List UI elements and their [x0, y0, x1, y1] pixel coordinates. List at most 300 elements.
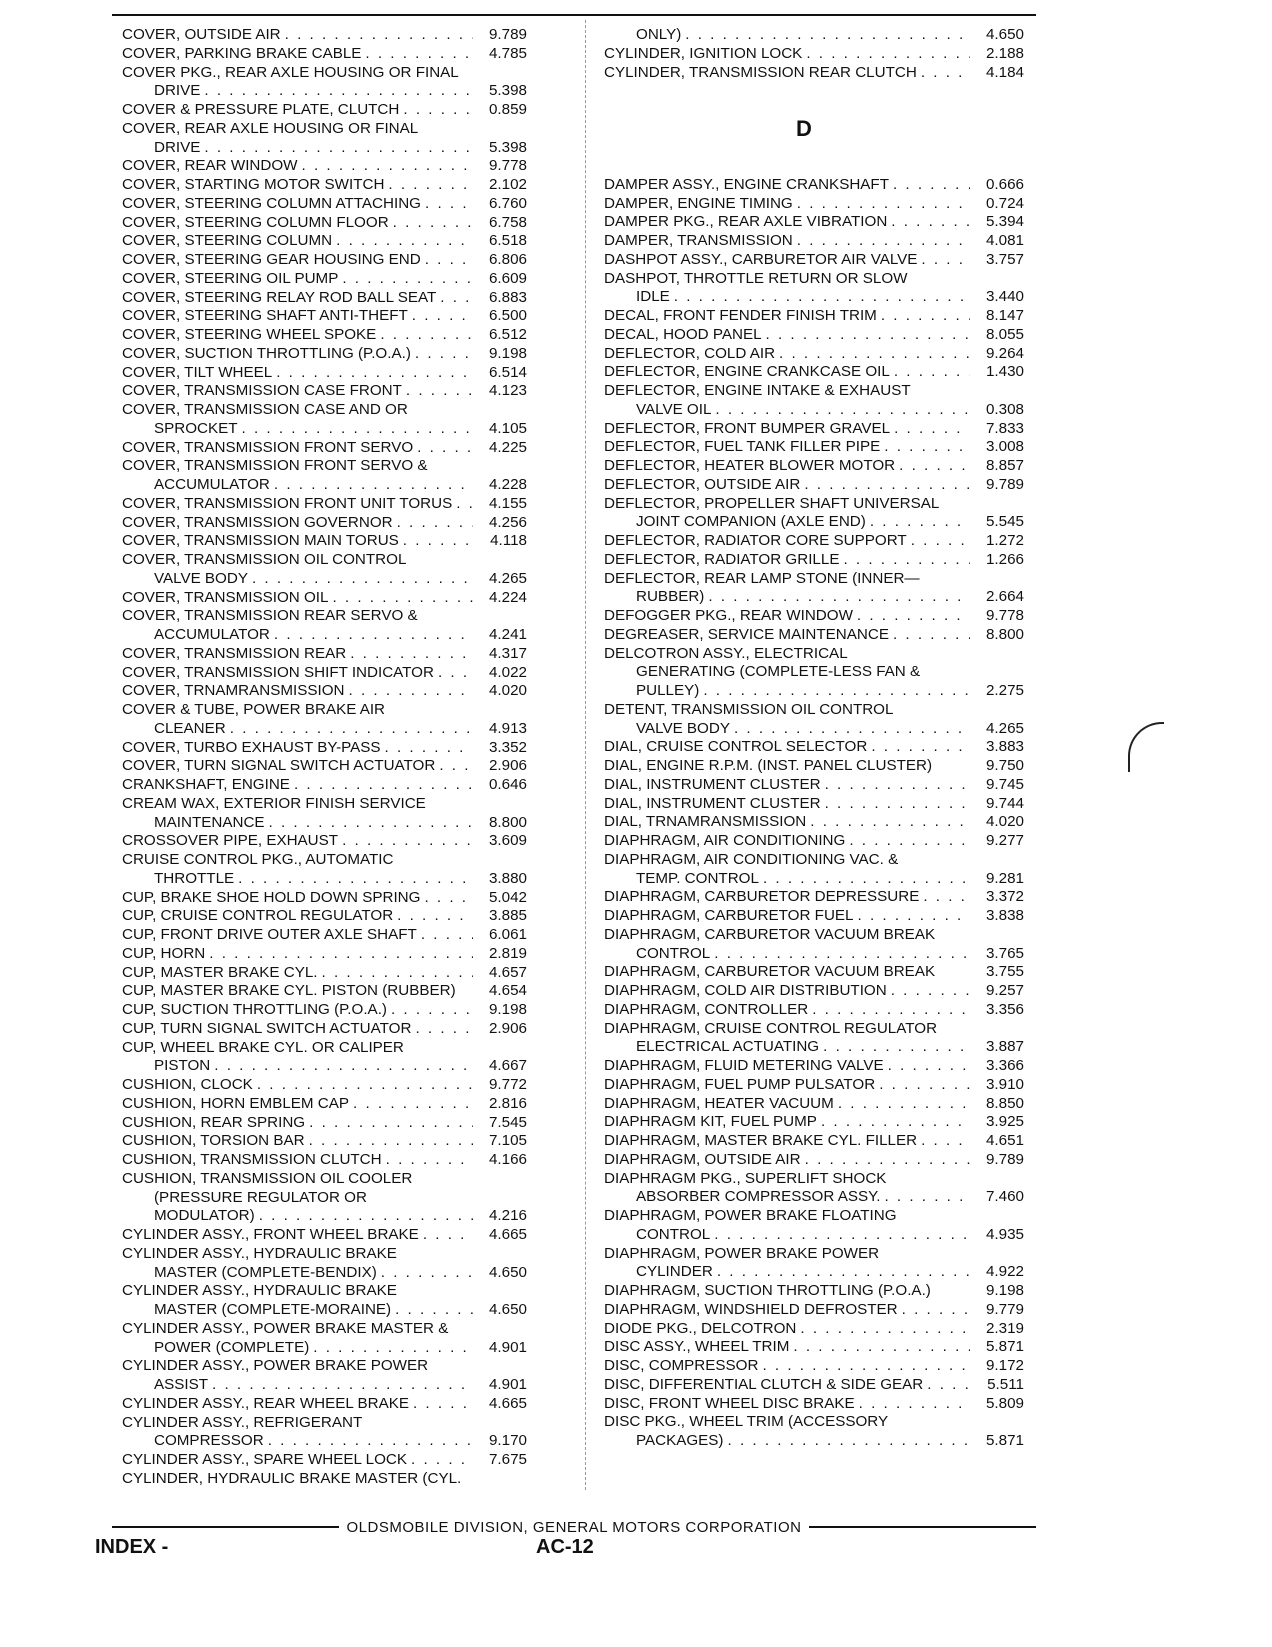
entry-label: JOINT COMPANION (AXLE END): [636, 513, 866, 531]
entry-page-ref: 0.308: [985, 400, 1024, 418]
entry-page-ref: 5.545: [985, 513, 1024, 531]
leader-dots: [322, 964, 473, 983]
entry-label: DECAL, FRONT FENDER FINISH TRIM: [604, 307, 877, 324]
leader-dots: [800, 1320, 970, 1339]
leader-dots: [902, 1301, 970, 1320]
index-entry: [604, 682, 1024, 701]
leader-dots: [411, 1451, 473, 1470]
index-entry: [122, 64, 527, 83]
index-entry: [122, 176, 527, 195]
entry-page-ref: 9.772: [488, 1076, 527, 1093]
index-entry: [122, 607, 527, 626]
entry-label: DEFLECTOR, ENGINE CRANKCASE OIL: [604, 363, 890, 381]
leader-dots: [879, 1076, 970, 1095]
entry-page-ref: 0.859: [488, 101, 527, 118]
leader-dots: [438, 664, 473, 683]
page-number: AC-12: [536, 1536, 594, 1558]
leader-dots: [715, 401, 970, 420]
index-entry: [122, 851, 527, 870]
leader-dots: [415, 1020, 473, 1039]
entry-label: CYLINDER ASSY., HYDRAULIC BRAKE: [122, 1244, 397, 1262]
index-entry: [604, 1432, 1024, 1451]
entry-page-ref: 4.020: [985, 813, 1024, 831]
leader-dots: [393, 214, 473, 233]
entry-page-ref: 5.042: [488, 888, 527, 906]
index-entry: [604, 532, 1024, 551]
index-entry: [122, 870, 527, 889]
entry-label: CYLINDER ASSY., HYDRAULIC BRAKE: [122, 1282, 397, 1300]
index-entry: [122, 907, 527, 926]
entry-page-ref: 4.241: [488, 626, 527, 643]
entry-label: CUP, CRUISE CONTROL REGULATOR: [122, 907, 394, 925]
leader-dots: [921, 1132, 970, 1151]
index-entry: [122, 439, 527, 458]
entry-label: POWER (COMPLETE): [154, 1338, 310, 1356]
entry-label: COVER, TRANSMISSION GOVERNOR: [122, 513, 393, 531]
index-entry: [604, 888, 1024, 907]
entry-label: CYLINDER, IGNITION LOCK: [604, 44, 803, 62]
index-entry: [604, 345, 1024, 364]
index-entry: [604, 1245, 1024, 1264]
leader-dots: [797, 232, 970, 251]
entry-label: DIAL, ENGINE R.P.M. (INST. PANEL CLUSTER): [604, 757, 933, 774]
entry-page-ref: 4.105: [488, 419, 527, 437]
entry-label: CUP, MASTER BRAKE CYL. PISTON (RUBBER): [122, 982, 456, 1000]
entry-page-ref: 7.675: [488, 1451, 527, 1468]
entry-label: ASSIST: [154, 1376, 209, 1393]
index-entry: [604, 738, 1024, 757]
entry-label: GENERATING (COMPLETE-LESS FAN &: [636, 663, 921, 681]
index-entry: [604, 1338, 1024, 1357]
entry-label: CUP, WHEEL BRAKE CYL. OR CALIPER: [122, 1038, 404, 1056]
top-rule: [112, 14, 1036, 16]
index-entry: [604, 813, 1024, 832]
entry-label: DIAPHRAGM, POWER BRAKE POWER: [604, 1244, 880, 1262]
index-entry: [122, 1095, 527, 1114]
entry-label: DEFLECTOR, HEATER BLOWER MOTOR: [604, 457, 896, 474]
entry-label: PACKAGES): [636, 1432, 724, 1449]
leader-dots: [921, 251, 970, 270]
entry-page-ref: 9.172: [985, 1357, 1024, 1374]
leader-dots: [894, 420, 970, 439]
entry-label: CUSHION, TRANSMISSION OIL COOLER: [122, 1169, 413, 1187]
entry-label: DAMPER ASSY., ENGINE CRANKSHAFT: [604, 175, 889, 193]
entry-label: COVER, TURBO EXHAUST BY-PASS: [122, 738, 381, 756]
entry-page-ref: 4.665: [488, 1226, 527, 1243]
entry-page-ref: 3.366: [985, 1057, 1024, 1074]
entry-label: DIAPHRAGM, CRUISE CONTROL REGULATOR: [604, 1019, 938, 1037]
index-entry: [122, 1207, 527, 1226]
leader-dots: [212, 1376, 473, 1395]
index-entry: [122, 214, 527, 233]
entry-label: CYLINDER ASSY., POWER BRAKE POWER: [122, 1357, 429, 1375]
index-entry: [122, 1376, 527, 1395]
index-entry: [122, 1414, 527, 1433]
entry-label: RUBBER): [636, 588, 705, 606]
index-entry: [122, 1264, 527, 1283]
leader-dots: [439, 757, 473, 776]
leader-dots: [766, 326, 970, 345]
entry-label: DIAPHRAGM, MASTER BRAKE CYL. FILLER: [604, 1132, 918, 1149]
index-entry: [604, 513, 1024, 532]
entry-label: DIAPHRAGM, CONTROLLER: [604, 1000, 809, 1018]
index-entry: [122, 664, 527, 683]
index-entry: [604, 1095, 1024, 1114]
leader-dots: [843, 551, 970, 570]
entry-page-ref: 4.913: [488, 719, 527, 737]
entry-page-ref: 7.833: [985, 419, 1024, 437]
entry-label: CYLINDER ASSY., SPARE WHEEL LOCK: [122, 1451, 407, 1468]
index-entry: [122, 1170, 527, 1189]
index-entry: [604, 1057, 1024, 1076]
entry-label: COVER, PARKING BRAKE CABLE: [122, 44, 362, 62]
leader-dots: [342, 832, 473, 851]
leader-dots: [425, 251, 473, 270]
entry-label: COVER, TRANSMISSION OIL: [122, 588, 329, 606]
entry-label: DEFOGGER PKG., REAR WINDOW: [604, 607, 853, 624]
entry-page-ref: 9.778: [488, 157, 527, 175]
entry-page-ref: 3.925: [985, 1113, 1024, 1131]
entry-label: DEFLECTOR, ENGINE INTAKE & EXHAUST: [604, 382, 911, 399]
entry-page-ref: 4.785: [488, 44, 527, 62]
entry-page-ref: 3.885: [488, 907, 527, 925]
leader-dots: [391, 1001, 473, 1020]
entry-label: DAMPER PKG., REAR AXLE VIBRATION: [604, 213, 888, 231]
leader-dots: [412, 307, 473, 326]
entry-label: CUSHION, TORSION BAR: [122, 1132, 305, 1150]
index-entry: [122, 589, 527, 608]
entry-label: ACCUMULATOR: [154, 476, 270, 493]
entry-label: CUSHION, HORN EMBLEM CAP: [122, 1094, 349, 1112]
entry-page-ref: 0.724: [985, 194, 1024, 212]
leader-dots: [921, 64, 970, 83]
leader-dots: [793, 1338, 970, 1357]
leader-dots: [257, 1076, 473, 1095]
leader-dots: [395, 1301, 473, 1320]
entry-page-ref: 5.511: [987, 1375, 1024, 1393]
entry-label: DIAPHRAGM, AIR CONDITIONING: [604, 832, 846, 849]
index-entry: [122, 232, 527, 251]
leader-dots: [823, 1038, 970, 1057]
leader-dots: [204, 82, 473, 101]
leader-dots: [734, 720, 970, 739]
entry-page-ref: 4.901: [488, 1376, 527, 1393]
index-entry: [604, 1413, 1024, 1432]
entry-page-ref: 3.755: [985, 963, 1024, 981]
entry-page-ref: 9.257: [985, 982, 1024, 999]
entry-label: CYLINDER ASSY., REFRIGERANT: [122, 1413, 363, 1431]
entry-label: DEFLECTOR, FUEL TANK FILLER PIPE: [604, 438, 881, 456]
entry-page-ref: 6.061: [488, 926, 527, 943]
index-entry: [122, 1076, 527, 1095]
entry-label: DIAPHRAGM, AIR CONDITIONING VAC. &: [604, 850, 899, 868]
leader-dots: [884, 438, 970, 457]
entry-page-ref: 6.758: [488, 213, 527, 231]
entry-label: CUP, TURN SIGNAL SWITCH ACTUATOR: [122, 1019, 412, 1037]
index-entry: [604, 963, 1024, 982]
leader-dots: [268, 1432, 473, 1451]
leader-dots: [858, 907, 970, 926]
entry-page-ref: 2.319: [985, 1319, 1024, 1337]
leader-dots: [230, 720, 473, 739]
index-entry: [604, 251, 1024, 270]
entry-label: PISTON: [154, 1057, 211, 1075]
entry-page-ref: 4.665: [488, 1394, 527, 1412]
leader-dots: [423, 1226, 473, 1245]
index-entry: [604, 982, 1024, 1001]
entry-label: COVER & PRESSURE PLATE, CLUTCH: [122, 101, 400, 118]
entry-page-ref: 4.935: [985, 1225, 1024, 1243]
index-entry: [122, 795, 527, 814]
entry-page-ref: 4.901: [488, 1338, 527, 1356]
leader-dots: [403, 532, 473, 551]
entry-page-ref: 4.224: [488, 588, 527, 606]
leader-dots: [805, 1151, 970, 1170]
entry-label: DECAL, HOOD PANEL: [604, 325, 762, 343]
entry-page-ref: 2.816: [488, 1094, 527, 1112]
entry-page-ref: 5.871: [985, 1338, 1024, 1356]
entry-label: COVER, TRANSMISSION FRONT SERVO: [122, 438, 414, 456]
index-entry: [122, 982, 527, 1001]
entry-label: DIAPHRAGM, CARBURETOR DEPRESSURE: [604, 888, 920, 906]
entry-page-ref: 3.880: [488, 869, 527, 887]
entry-label: COVER & TUBE, POWER BRAKE AIR: [122, 701, 386, 718]
entry-page-ref: 4.650: [488, 1263, 527, 1281]
entry-label: COMPRESSOR: [154, 1432, 264, 1450]
entry-label: COVER, STEERING COLUMN: [122, 232, 333, 250]
entry-page-ref: 4.118: [490, 532, 527, 550]
entry-label: VALVE BODY: [154, 569, 248, 587]
entry-page-ref: 4.265: [985, 719, 1024, 737]
entry-page-ref: 2.188: [985, 44, 1024, 62]
entry-label: CRUISE CONTROL PKG., AUTOMATIC: [122, 851, 394, 868]
index-entry: [122, 326, 527, 345]
index-entry: [122, 889, 527, 908]
entry-page-ref: 4.265: [488, 569, 527, 587]
entry-label: DEFLECTOR, OUTSIDE AIR: [604, 475, 801, 493]
entry-label: DISC PKG., WHEEL TRIM (ACCESSORY: [604, 1413, 889, 1431]
leader-dots: [911, 532, 970, 551]
entry-label: PULLEY): [636, 682, 700, 699]
entry-label: DASHPOT, THROTTLE RETURN OR SLOW: [604, 269, 908, 287]
entry-label: CYLINDER ASSY., FRONT WHEEL BRAKE: [122, 1226, 419, 1243]
entry-page-ref: 0.666: [985, 175, 1024, 193]
entry-label: MASTER (COMPLETE-MORAINE): [154, 1301, 392, 1318]
index-entry: [122, 1301, 527, 1320]
index-entry: [122, 832, 527, 851]
entry-page-ref: 7.105: [488, 1132, 527, 1150]
entry-label: COVER, STEERING RELAY ROD BALL SEAT: [122, 288, 437, 306]
entry-label: DIAPHRAGM, COLD AIR DISTRIBUTION: [604, 982, 887, 999]
entry-label: DEFLECTOR, RADIATOR GRILLE: [604, 550, 840, 568]
entry-label: COVER PKG., REAR AXLE HOUSING OR FINAL: [122, 63, 459, 81]
index-entry: [604, 645, 1024, 664]
leader-dots: [406, 382, 473, 401]
entry-page-ref: 4.650: [985, 26, 1024, 43]
leader-dots: [899, 457, 970, 476]
index-entry: [122, 157, 527, 176]
entry-label: CUP, BRAKE SHOE HOLD DOWN SPRING: [122, 888, 421, 906]
entry-page-ref: 4.020: [488, 682, 527, 700]
entry-label: MODULATOR): [154, 1207, 255, 1225]
entry-label: CLEANER: [154, 719, 226, 737]
index-entry: [122, 1226, 527, 1245]
leader-dots: [403, 101, 473, 120]
entry-page-ref: 6.609: [488, 269, 527, 287]
leader-dots: [825, 776, 970, 795]
index-entry: [122, 1020, 527, 1039]
index-entry: [604, 1320, 1024, 1339]
entry-page-ref: 9.198: [985, 1282, 1024, 1299]
entry-page-ref: 8.800: [488, 813, 527, 831]
entry-label: VALVE OIL: [636, 400, 712, 418]
entry-page-ref: 3.887: [985, 1038, 1024, 1056]
leader-dots: [252, 570, 473, 589]
entry-page-ref: 1.266: [985, 550, 1024, 568]
leader-dots: [859, 1395, 970, 1414]
entry-page-ref: 9.198: [488, 344, 527, 362]
entry-page-ref: 9.789: [985, 475, 1024, 493]
corporation-name: OLDSMOBILE DIVISION, GENERAL MOTORS CORPORATION: [346, 1518, 802, 1536]
entry-label: COVER, STARTING MOTOR SWITCH: [122, 176, 385, 193]
index-entry: [122, 1001, 527, 1020]
index-entry: [604, 270, 1024, 289]
entry-label: DISC ASSY., WHEEL TRIM: [604, 1338, 790, 1356]
entry-page-ref: 6.512: [488, 326, 527, 343]
leader-dots: [381, 1264, 473, 1283]
index-entry: [122, 701, 527, 720]
entry-label: DIAPHRAGM, CARBURETOR FUEL: [604, 907, 854, 924]
index-entry: [604, 701, 1024, 720]
entry-page-ref: 9.778: [985, 607, 1024, 624]
index-entry: [604, 401, 1024, 420]
index-entry: [122, 1132, 527, 1151]
leader-dots: [285, 26, 473, 45]
index-entry: [122, 457, 527, 476]
entry-page-ref: 7.545: [488, 1113, 527, 1131]
column-divider: [585, 20, 586, 1490]
index-entry: [604, 382, 1024, 401]
index-entry: [604, 870, 1024, 889]
entry-label: COVER, TRANSMISSION REAR: [122, 644, 347, 662]
entry-label: CONTROL: [636, 1225, 711, 1243]
entry-label: CUP, FRONT DRIVE OUTER AXLE SHAFT: [122, 926, 417, 943]
leader-dots: [309, 1132, 473, 1151]
index-entry: [604, 438, 1024, 457]
index-entry: [604, 776, 1024, 795]
entry-page-ref: 4.228: [488, 476, 527, 493]
entry-page-ref: 9.779: [985, 1300, 1024, 1318]
entry-label: DIAL, INSTRUMENT CLUSTER: [604, 794, 821, 812]
entry-label: CYLINDER, TRANSMISSION REAR CLUTCH: [604, 63, 917, 81]
leader-dots: [413, 1395, 473, 1414]
entry-label: COVER, TRANSMISSION FRONT SERVO &: [122, 457, 428, 475]
entry-page-ref: 1.430: [985, 363, 1024, 381]
index-entry: [604, 551, 1024, 570]
index-entry: [604, 1395, 1024, 1414]
index-entry: [122, 251, 527, 270]
entry-label: COVER, REAR WINDOW: [122, 157, 298, 175]
index-entry: [122, 551, 527, 570]
index-entry: [604, 420, 1024, 439]
leader-dots: [812, 1001, 970, 1020]
entry-label: COVER, TRANSMISSION CASE FRONT: [122, 382, 402, 400]
leader-dots: [888, 1057, 970, 1076]
index-entry: [122, 1339, 527, 1358]
leader-dots: [274, 476, 473, 495]
leader-dots: [386, 1151, 473, 1170]
entry-page-ref: 8.055: [985, 325, 1024, 343]
entry-label: DELCOTRON ASSY., ELECTRICAL: [604, 644, 848, 662]
index-label: INDEX -: [95, 1536, 169, 1558]
entry-label: CUSHION, REAR SPRING: [122, 1113, 306, 1131]
index-entry: [122, 101, 527, 120]
entry-page-ref: 9.264: [985, 344, 1024, 362]
entry-label: DEFLECTOR, REAR LAMP STONE (INNER—: [604, 569, 920, 587]
index-entry: [122, 514, 527, 533]
entry-label: DEGREASER, SERVICE MAINTENANCE: [604, 625, 889, 643]
entry-label: THROTTLE: [154, 869, 235, 887]
entry-page-ref: 9.198: [488, 1001, 527, 1018]
entry-page-ref: 8.147: [985, 307, 1024, 324]
leader-dots: [870, 513, 970, 532]
index-entry: [122, 1451, 527, 1470]
index-entry: [122, 270, 527, 289]
entry-label: DETENT, TRANSMISSION OIL CONTROL: [604, 700, 894, 718]
index-entry: [122, 1114, 527, 1133]
leader-dots: [397, 907, 473, 926]
entry-label: COVER, TRANSMISSION SHIFT INDICATOR: [122, 663, 434, 681]
entry-page-ref: 4.225: [488, 438, 527, 456]
leader-dots: [893, 626, 970, 645]
entry-page-ref: 2.819: [488, 944, 527, 962]
entry-label: DAMPER, TRANSMISSION: [604, 232, 793, 249]
index-entry: [604, 1226, 1024, 1245]
index-entry: [604, 457, 1024, 476]
entry-label: COVER, STEERING WHEEL SPOKE: [122, 326, 377, 343]
entry-label: DIAPHRAGM, CARBURETOR VACUUM BREAK: [604, 963, 936, 981]
entry-label: COVER, STEERING GEAR HOUSING END: [122, 251, 421, 268]
index-entry: [604, 851, 1024, 870]
index-entry: [604, 326, 1024, 345]
index-entry: [604, 1113, 1024, 1132]
entry-page-ref: 3.440: [985, 288, 1024, 306]
index-entry: [604, 1188, 1024, 1207]
entry-label: ONLY): [636, 26, 682, 43]
index-entry: [122, 139, 527, 158]
leader-dots: [397, 514, 473, 533]
leader-dots: [821, 1113, 970, 1132]
leader-dots: [204, 139, 473, 158]
index-entry: [604, 26, 1024, 45]
entry-page-ref: 2.275: [985, 682, 1024, 699]
entry-page-ref: 9.789: [488, 26, 527, 43]
entry-label: COVER, TRANSMISSION REAR SERVO &: [122, 607, 418, 625]
entry-page-ref: 4.651: [985, 1132, 1024, 1149]
entry-label: MAINTENANCE: [154, 813, 265, 831]
index-entry: [604, 1376, 1024, 1395]
index-entry: [604, 1020, 1024, 1039]
page-footer: [112, 1516, 1036, 1538]
entry-page-ref: 4.654: [488, 982, 527, 1000]
leader-dots: [804, 476, 970, 495]
entry-label: COVER, TURN SIGNAL SWITCH ACTUATOR: [122, 757, 436, 775]
entry-label: COVER, REAR AXLE HOUSING OR FINAL: [122, 119, 419, 137]
entry-page-ref: 4.022: [488, 663, 527, 681]
entry-label: COVER, SUCTION THROTTLING (P.O.A.): [122, 344, 411, 362]
leader-dots: [259, 1207, 473, 1226]
entry-label: CUP, SUCTION THROTTLING (P.O.A.): [122, 1001, 387, 1018]
